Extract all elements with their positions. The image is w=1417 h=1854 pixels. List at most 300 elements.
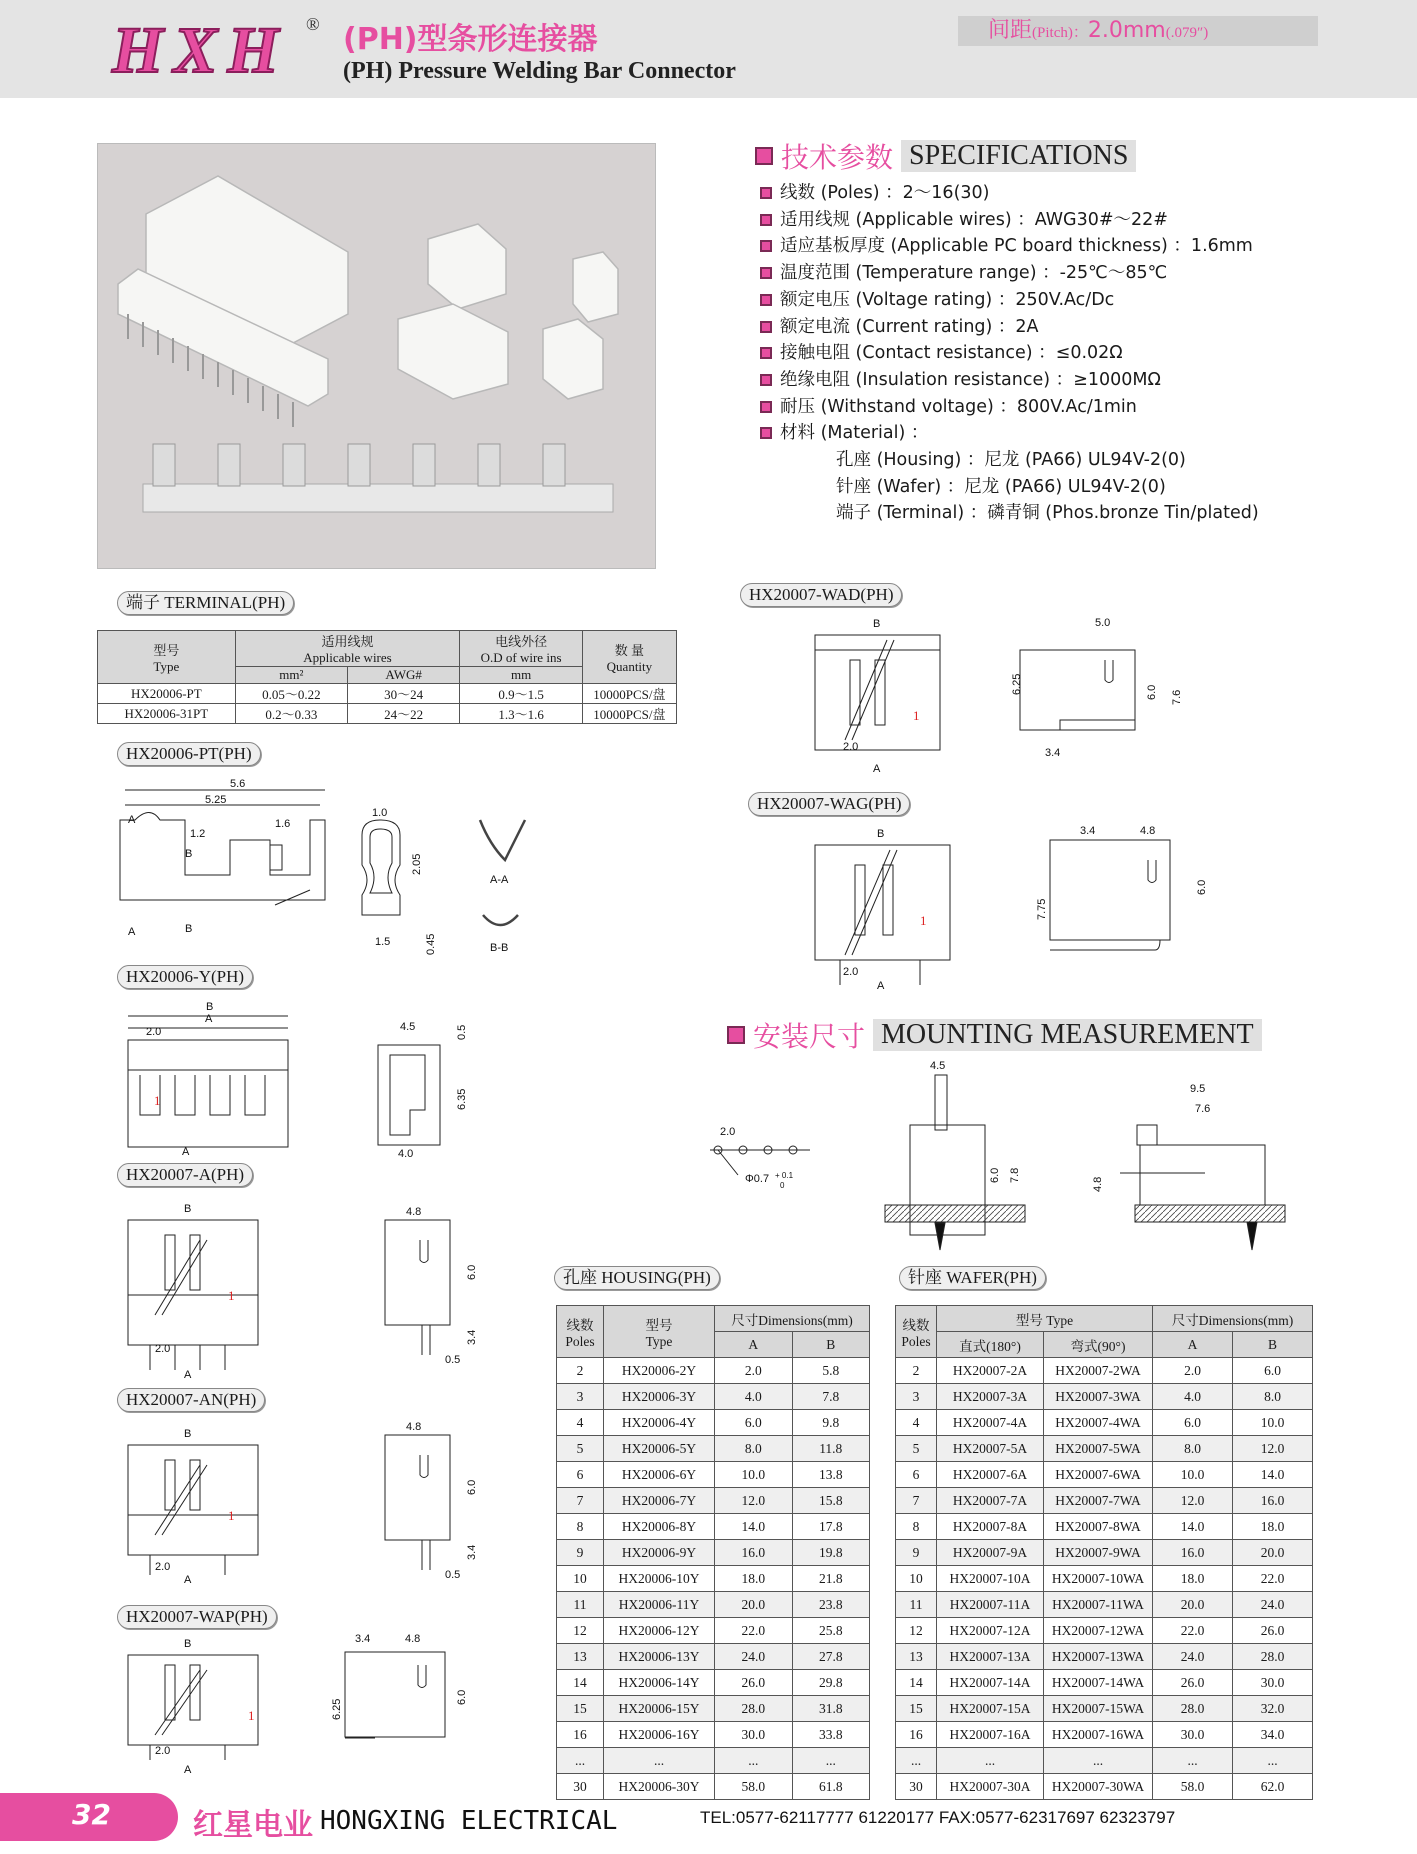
- table-cell: 14: [557, 1670, 604, 1696]
- table-cell: 12.0: [1233, 1436, 1313, 1462]
- material-item: 针座 (Wafer) ：尼龙 (PA66) UL94V-2(0): [836, 476, 1166, 497]
- table-cell: HX20007-8A: [937, 1514, 1044, 1540]
- table-cell: HX20007-9A: [937, 1540, 1044, 1566]
- table-cell: HX20007-30WA: [1044, 1774, 1153, 1800]
- table-cell: HX20007-10WA: [1044, 1566, 1153, 1592]
- dim: 7.8: [1009, 1167, 1021, 1183]
- table-row: [557, 1358, 870, 1384]
- mounting-heading: [727, 1015, 1262, 1055]
- dim: 0: [780, 1181, 785, 1190]
- dim: 7.6: [1171, 689, 1183, 705]
- bullet-icon: [755, 147, 773, 165]
- dim: 4.8: [406, 1421, 422, 1433]
- dim: 1.0: [372, 807, 388, 819]
- pin1-marker: 1: [920, 913, 927, 928]
- title-english: (PH) Pressure Welding Bar Connector: [343, 58, 736, 84]
- wafer-table: [895, 1305, 1313, 1800]
- company-name-cn: 红星电业: [193, 1808, 313, 1843]
- table-cell: 10.0: [715, 1462, 793, 1488]
- dim: 4.0: [398, 1148, 414, 1160]
- spec-text: 额定电压 (Voltage rating) ：250V.Ac/Dc: [780, 289, 1115, 310]
- table-cell: 23.8: [792, 1592, 870, 1618]
- dim: 2.0: [155, 1745, 171, 1757]
- dim: 4.8: [406, 1206, 422, 1218]
- table-cell: HX20006-12Y: [604, 1618, 715, 1644]
- dim: + 0.1: [775, 1171, 794, 1180]
- table-cell: 9: [557, 1540, 604, 1566]
- dim: A: [182, 1146, 190, 1158]
- table-cell: 4.0: [1153, 1384, 1233, 1410]
- cell: HX20006-PT: [98, 684, 236, 704]
- dim: 4.8: [1140, 825, 1156, 837]
- terminal-table: [97, 630, 677, 724]
- table-cell: HX20007-15A: [937, 1696, 1044, 1722]
- table-cell: 12: [896, 1618, 937, 1644]
- wap-side-drawing: [330, 1630, 490, 1760]
- spec-item: [760, 420, 1259, 447]
- table-row: [896, 1722, 1313, 1748]
- table-row: [896, 1748, 1313, 1774]
- dim: 9.5: [1190, 1083, 1206, 1095]
- table-cell: HX20007-13WA: [1044, 1644, 1153, 1670]
- table-cell: 2.0: [1153, 1358, 1233, 1384]
- th-straight: 直式(180°): [937, 1332, 1044, 1358]
- table-cell: HX20007-13A: [937, 1644, 1044, 1670]
- cell: HX20006-31PT: [98, 704, 236, 724]
- table-cell: HX20006-8Y: [604, 1514, 715, 1540]
- spec-item: [760, 207, 1259, 234]
- table-cell: 24.0: [1153, 1644, 1233, 1670]
- table-cell: 10.0: [1153, 1462, 1233, 1488]
- table-row: [896, 1618, 1313, 1644]
- dim: 3.4: [355, 1633, 371, 1645]
- dim: 5.0: [1095, 617, 1111, 629]
- table-cell: HX20006-13Y: [604, 1644, 715, 1670]
- table-cell: HX20007-5WA: [1044, 1436, 1153, 1462]
- table-cell: 7.8: [792, 1384, 870, 1410]
- dim: 6.0: [1146, 684, 1158, 700]
- pin1-marker: 1: [913, 708, 920, 723]
- spec-text: 耐压 (Withstand voltage) ：800V.Ac/1min: [780, 396, 1137, 417]
- th-wires: 适用线规 Applicable wires: [235, 631, 460, 667]
- dim: 2.0: [843, 966, 859, 978]
- label-a: HX20007-A(PH): [117, 1163, 253, 1187]
- table-cell: 8: [896, 1514, 937, 1540]
- table-cell: HX20007-3A: [937, 1384, 1044, 1410]
- wad-side-drawing: [1005, 610, 1205, 770]
- table-row: [557, 1618, 870, 1644]
- table-cell: HX20006-11Y: [604, 1592, 715, 1618]
- table-cell: ...: [1044, 1748, 1153, 1774]
- table-cell: 4: [896, 1410, 937, 1436]
- table-cell: 8.0: [715, 1436, 793, 1462]
- table-row: [557, 1748, 870, 1774]
- dim: B-B: [490, 942, 509, 954]
- table-cell: HX20007-12WA: [1044, 1618, 1153, 1644]
- table-cell: HX20006-14Y: [604, 1670, 715, 1696]
- dim: 3.4: [466, 1544, 478, 1560]
- table-cell: 30.0: [715, 1722, 793, 1748]
- table-row: [557, 1696, 870, 1722]
- spec-text: 适应基板厚度 (Applicable PC board thickness) ：1.6mm: [780, 236, 1253, 257]
- table-cell: 30: [557, 1774, 604, 1800]
- table-cell: 24.0: [715, 1644, 793, 1670]
- dim: A: [873, 763, 881, 775]
- table-cell: 3: [896, 1384, 937, 1410]
- table-cell: 30: [896, 1774, 937, 1800]
- contact-numbers: TEL:0577-62117777 61220177 FAX:0577-62317697 62323797: [700, 1808, 1176, 1827]
- th-qty: 数 量 Quantity: [582, 631, 676, 684]
- table-cell: 22.0: [1233, 1566, 1313, 1592]
- table-row: [557, 1436, 870, 1462]
- table-row: [557, 1722, 870, 1748]
- wag-front-drawing: [805, 825, 955, 995]
- table-cell: 16: [896, 1722, 937, 1748]
- table-cell: HX20006-16Y: [604, 1722, 715, 1748]
- bullet-icon: [760, 401, 772, 413]
- table-row: [557, 1592, 870, 1618]
- table-row: [896, 1774, 1313, 1800]
- cell: 0.2～0.33: [235, 704, 347, 724]
- table-cell: 30.0: [1153, 1722, 1233, 1748]
- table-cell: 26.0: [1153, 1670, 1233, 1696]
- table-cell: 9.8: [792, 1410, 870, 1436]
- pitch-inch: (.079″): [1165, 25, 1209, 41]
- spec-text: 额定电流 (Current rating) ：2A: [780, 316, 1039, 337]
- table-row: [896, 1488, 1313, 1514]
- dim: 3.4: [1045, 747, 1061, 759]
- table-cell: HX20007-16WA: [1044, 1722, 1153, 1748]
- cell: 0.9～1.5: [460, 684, 582, 704]
- table-cell: ...: [896, 1748, 937, 1774]
- dim: B: [185, 923, 193, 935]
- dim: 4.8: [405, 1633, 421, 1645]
- th-b: B: [1233, 1332, 1313, 1358]
- th-mm: mm: [460, 667, 582, 684]
- dim: 6.0: [466, 1479, 478, 1495]
- table-row: [896, 1566, 1313, 1592]
- cell: 24～22: [348, 704, 460, 724]
- table-cell: HX20007-11WA: [1044, 1592, 1153, 1618]
- table-cell: 27.8: [792, 1644, 870, 1670]
- table-row: [557, 1384, 870, 1410]
- dim: 6.0: [989, 1167, 1001, 1183]
- table-cell: 20.0: [1153, 1592, 1233, 1618]
- table-row: [896, 1514, 1313, 1540]
- dim: 3.4: [1080, 825, 1096, 837]
- table-cell: ...: [604, 1748, 715, 1774]
- pin1-marker: 1: [228, 1288, 235, 1303]
- dim: 0.5: [456, 1024, 468, 1040]
- table-cell: 24.0: [1233, 1592, 1313, 1618]
- table-cell: 12: [557, 1618, 604, 1644]
- table-row: [557, 1514, 870, 1540]
- table-cell: 6.0: [715, 1410, 793, 1436]
- y-front-drawing: [120, 1000, 300, 1158]
- dim: A: [184, 1764, 192, 1776]
- table-cell: ...: [937, 1748, 1044, 1774]
- table-cell: HX20007-4A: [937, 1410, 1044, 1436]
- label-pt: HX20006-PT(PH): [117, 742, 261, 766]
- table-cell: 16.0: [1233, 1488, 1313, 1514]
- table-cell: HX20007-11A: [937, 1592, 1044, 1618]
- table-cell: 18.0: [1153, 1566, 1233, 1592]
- spec-text: 接触电阻 (Contact resistance) ：≤0.02Ω: [780, 343, 1123, 364]
- table-cell: 6: [557, 1462, 604, 1488]
- bullet-icon: [760, 187, 772, 199]
- table-cell: 26.0: [715, 1670, 793, 1696]
- table-row: [98, 704, 677, 724]
- table-cell: 4: [557, 1410, 604, 1436]
- spec-item: [760, 233, 1259, 260]
- spec-item: [760, 394, 1259, 421]
- table-cell: 14: [896, 1670, 937, 1696]
- table-cell: HX20006-9Y: [604, 1540, 715, 1566]
- pin1-marker: 1: [228, 1508, 235, 1523]
- mounting-hole-pattern: [700, 1120, 820, 1200]
- dim: 2.0: [155, 1561, 171, 1573]
- table-row: [557, 1774, 870, 1800]
- th-type: 型号 Type: [98, 631, 236, 684]
- th-dimensions: 尺寸Dimensions(mm): [715, 1306, 870, 1332]
- label-housing: 孔座 HOUSING(PH): [554, 1266, 720, 1290]
- table-cell: 58.0: [715, 1774, 793, 1800]
- table-cell: HX20007-2WA: [1044, 1358, 1153, 1384]
- pitch-box: [958, 16, 1318, 46]
- bullet-icon: [760, 267, 772, 279]
- table-row: [557, 1540, 870, 1566]
- table-cell: ...: [1233, 1748, 1313, 1774]
- table-row: [896, 1436, 1313, 1462]
- material-item: 端子 (Terminal) ：磷青铜 (Phos.bronze Tin/plated): [836, 503, 1259, 524]
- pitch-label: (Pitch)：: [1032, 25, 1088, 41]
- table-cell: HX20007-5A: [937, 1436, 1044, 1462]
- th-poles: 线数 Poles: [557, 1306, 604, 1358]
- table-cell: HX20007-3WA: [1044, 1384, 1153, 1410]
- dim: B: [877, 828, 885, 840]
- spec-text: 线数 (Poles) ：2～16(30): [780, 183, 990, 203]
- pin1-marker: 1: [154, 1093, 161, 1108]
- dim: 2.05: [411, 853, 423, 875]
- spec-item: [760, 340, 1259, 367]
- table-cell: 7: [896, 1488, 937, 1514]
- table-cell: 18.0: [1233, 1514, 1313, 1540]
- th-angle: 弯式(90°): [1044, 1332, 1153, 1358]
- table-cell: HX20007-15WA: [1044, 1696, 1153, 1722]
- dim: 0.5: [445, 1354, 461, 1366]
- dim: B: [184, 1203, 192, 1215]
- th-b: B: [792, 1332, 870, 1358]
- mounting-straight-drawing: [880, 1055, 1030, 1255]
- table-cell: 3: [557, 1384, 604, 1410]
- dim: 1.6: [275, 818, 291, 830]
- dim: 4.8: [1092, 1176, 1104, 1192]
- table-row: [896, 1670, 1313, 1696]
- table-row: [896, 1592, 1313, 1618]
- th-a: A: [715, 1332, 793, 1358]
- pin1-marker: 1: [248, 1708, 255, 1723]
- y-side-drawing: [370, 1010, 480, 1160]
- table-cell: ...: [792, 1748, 870, 1774]
- table-cell: HX20007-10A: [937, 1566, 1044, 1592]
- table-cell: 13.8: [792, 1462, 870, 1488]
- table-cell: 8: [557, 1514, 604, 1540]
- dim: 6.35: [456, 1088, 468, 1110]
- table-cell: 22.0: [1153, 1618, 1233, 1644]
- table-cell: HX20006-5Y: [604, 1436, 715, 1462]
- table-cell: HX20007-7WA: [1044, 1488, 1153, 1514]
- table-cell: 17.8: [792, 1514, 870, 1540]
- dim: 4.5: [930, 1060, 946, 1072]
- spec-item: [760, 180, 1259, 207]
- table-cell: HX20007-6WA: [1044, 1462, 1153, 1488]
- label-wag: HX20007-WAG(PH): [748, 792, 910, 816]
- cell: 0.05～0.22: [235, 684, 347, 704]
- th-type: 型号 Type: [604, 1306, 715, 1358]
- table-row: [896, 1696, 1313, 1722]
- pt-side-drawing: [110, 775, 340, 938]
- table-cell: HX20007-16A: [937, 1722, 1044, 1748]
- dim: 5.25: [205, 794, 227, 806]
- dim: A: [184, 1369, 192, 1381]
- bullet-icon: [760, 240, 772, 252]
- a-side-drawing: [380, 1205, 490, 1375]
- dim: 7.6: [1195, 1103, 1211, 1115]
- table-row: [557, 1670, 870, 1696]
- bullet-icon: [760, 294, 772, 306]
- dim: 1.2: [190, 828, 206, 840]
- table-cell: 15.8: [792, 1488, 870, 1514]
- dim: 6.25: [1011, 673, 1023, 695]
- mounting-heading-en: MOUNTING MEASUREMENT: [873, 1019, 1262, 1051]
- table-cell: HX20006-10Y: [604, 1566, 715, 1592]
- table-cell: 18.0: [715, 1566, 793, 1592]
- table-cell: HX20007-9WA: [1044, 1540, 1153, 1566]
- table-row: [896, 1540, 1313, 1566]
- dim: 0.45: [425, 933, 437, 955]
- cell: 30～24: [348, 684, 460, 704]
- th-mm2: mm²: [235, 667, 347, 684]
- dim: 6.0: [456, 1689, 468, 1705]
- table-cell: HX20007-7A: [937, 1488, 1044, 1514]
- table-cell: 14.0: [1233, 1462, 1313, 1488]
- table-cell: HX20007-14WA: [1044, 1670, 1153, 1696]
- table-cell: 28.0: [1153, 1696, 1233, 1722]
- pitch-value: 2.0mm: [1087, 18, 1166, 43]
- table-cell: 15: [557, 1696, 604, 1722]
- dim: B: [184, 1638, 192, 1650]
- table-cell: 19.8: [792, 1540, 870, 1566]
- table-cell: HX20007-30A: [937, 1774, 1044, 1800]
- table-cell: 9: [896, 1540, 937, 1566]
- brand-logo: HXH: [112, 14, 289, 87]
- wap-front-drawing: [120, 1635, 270, 1775]
- table-cell: 4.0: [715, 1384, 793, 1410]
- specifications-heading-cn: 技术参数: [781, 141, 894, 174]
- company-name-en: HONGXING ELECTRICAL: [320, 1806, 618, 1836]
- table-cell: 13: [557, 1644, 604, 1670]
- dim: 2.0: [146, 1026, 162, 1038]
- th-od: 电线外径 O.D of wire ins: [460, 631, 582, 667]
- table-cell: 8.0: [1153, 1436, 1233, 1462]
- table-cell: HX20006-30Y: [604, 1774, 715, 1800]
- spec-text: 绝缘电阻 (Insulation resistance) ：≥1000MΩ: [780, 369, 1161, 390]
- an-side-drawing: [380, 1420, 490, 1580]
- dim: 7.75: [1036, 898, 1048, 920]
- bullet-icon: [760, 374, 772, 386]
- dim: B: [873, 618, 881, 630]
- table-row: [557, 1410, 870, 1436]
- dim: A: [184, 1574, 192, 1586]
- dim: 6.0: [466, 1264, 478, 1280]
- table-cell: 30.0: [1233, 1670, 1313, 1696]
- table-cell: 5.8: [792, 1358, 870, 1384]
- table-cell: 14.0: [715, 1514, 793, 1540]
- table-cell: 12.0: [1153, 1488, 1233, 1514]
- table-cell: 61.8: [792, 1774, 870, 1800]
- dim: A: [877, 980, 885, 992]
- table-row: [98, 684, 677, 704]
- dim: B: [185, 848, 193, 860]
- th-a: A: [1153, 1332, 1233, 1358]
- dim: 5.6: [230, 778, 246, 790]
- dim: 3.4: [466, 1329, 478, 1345]
- table-cell: HX20007-4WA: [1044, 1410, 1153, 1436]
- table-cell: 11: [896, 1592, 937, 1618]
- product-photo: [97, 143, 656, 569]
- table-cell: 5: [557, 1436, 604, 1462]
- table-cell: 28.0: [715, 1696, 793, 1722]
- dim: 6.25: [331, 1698, 343, 1720]
- table-cell: 7: [557, 1488, 604, 1514]
- table-row: [557, 1462, 870, 1488]
- bullet-icon: [760, 214, 772, 226]
- table-cell: 33.8: [792, 1722, 870, 1748]
- table-cell: 16.0: [715, 1540, 793, 1566]
- table-row: [557, 1488, 870, 1514]
- title-chinese: (PH)型条形连接器: [343, 22, 598, 57]
- specifications-heading-en: SPECIFICATIONS: [901, 140, 1136, 172]
- wad-front-drawing: [805, 615, 955, 775]
- dim: B: [184, 1428, 192, 1440]
- spec-item: [760, 260, 1259, 287]
- table-cell: 22.0: [715, 1618, 793, 1644]
- table-cell: 13: [896, 1644, 937, 1670]
- table-cell: 6.0: [1233, 1358, 1313, 1384]
- table-cell: 34.0: [1233, 1722, 1313, 1748]
- table-cell: ...: [715, 1748, 793, 1774]
- registered-mark: ®: [306, 14, 320, 34]
- table-cell: ...: [1153, 1748, 1233, 1774]
- table-row: [896, 1410, 1313, 1436]
- table-cell: 14.0: [1153, 1514, 1233, 1540]
- mounting-angle-drawing: [1085, 1080, 1285, 1270]
- cell: 1.3～1.6: [460, 704, 582, 724]
- material-item: 孔座 (Housing) ：尼龙 (PA66) UL94V-2(0): [836, 450, 1186, 471]
- table-cell: HX20006-7Y: [604, 1488, 715, 1514]
- table-cell: 15: [896, 1696, 937, 1722]
- pitch-cn: 间距: [988, 18, 1033, 43]
- dim: A: [205, 1013, 213, 1025]
- dim: 2.0: [720, 1126, 736, 1138]
- dim: 2.0: [155, 1343, 171, 1355]
- label-wad: HX20007-WAD(PH): [740, 583, 902, 607]
- table-cell: 11: [557, 1592, 604, 1618]
- table-cell: 2: [557, 1358, 604, 1384]
- dim: B: [206, 1001, 214, 1013]
- table-cell: HX20006-15Y: [604, 1696, 715, 1722]
- label-y: HX20006-Y(PH): [117, 965, 253, 989]
